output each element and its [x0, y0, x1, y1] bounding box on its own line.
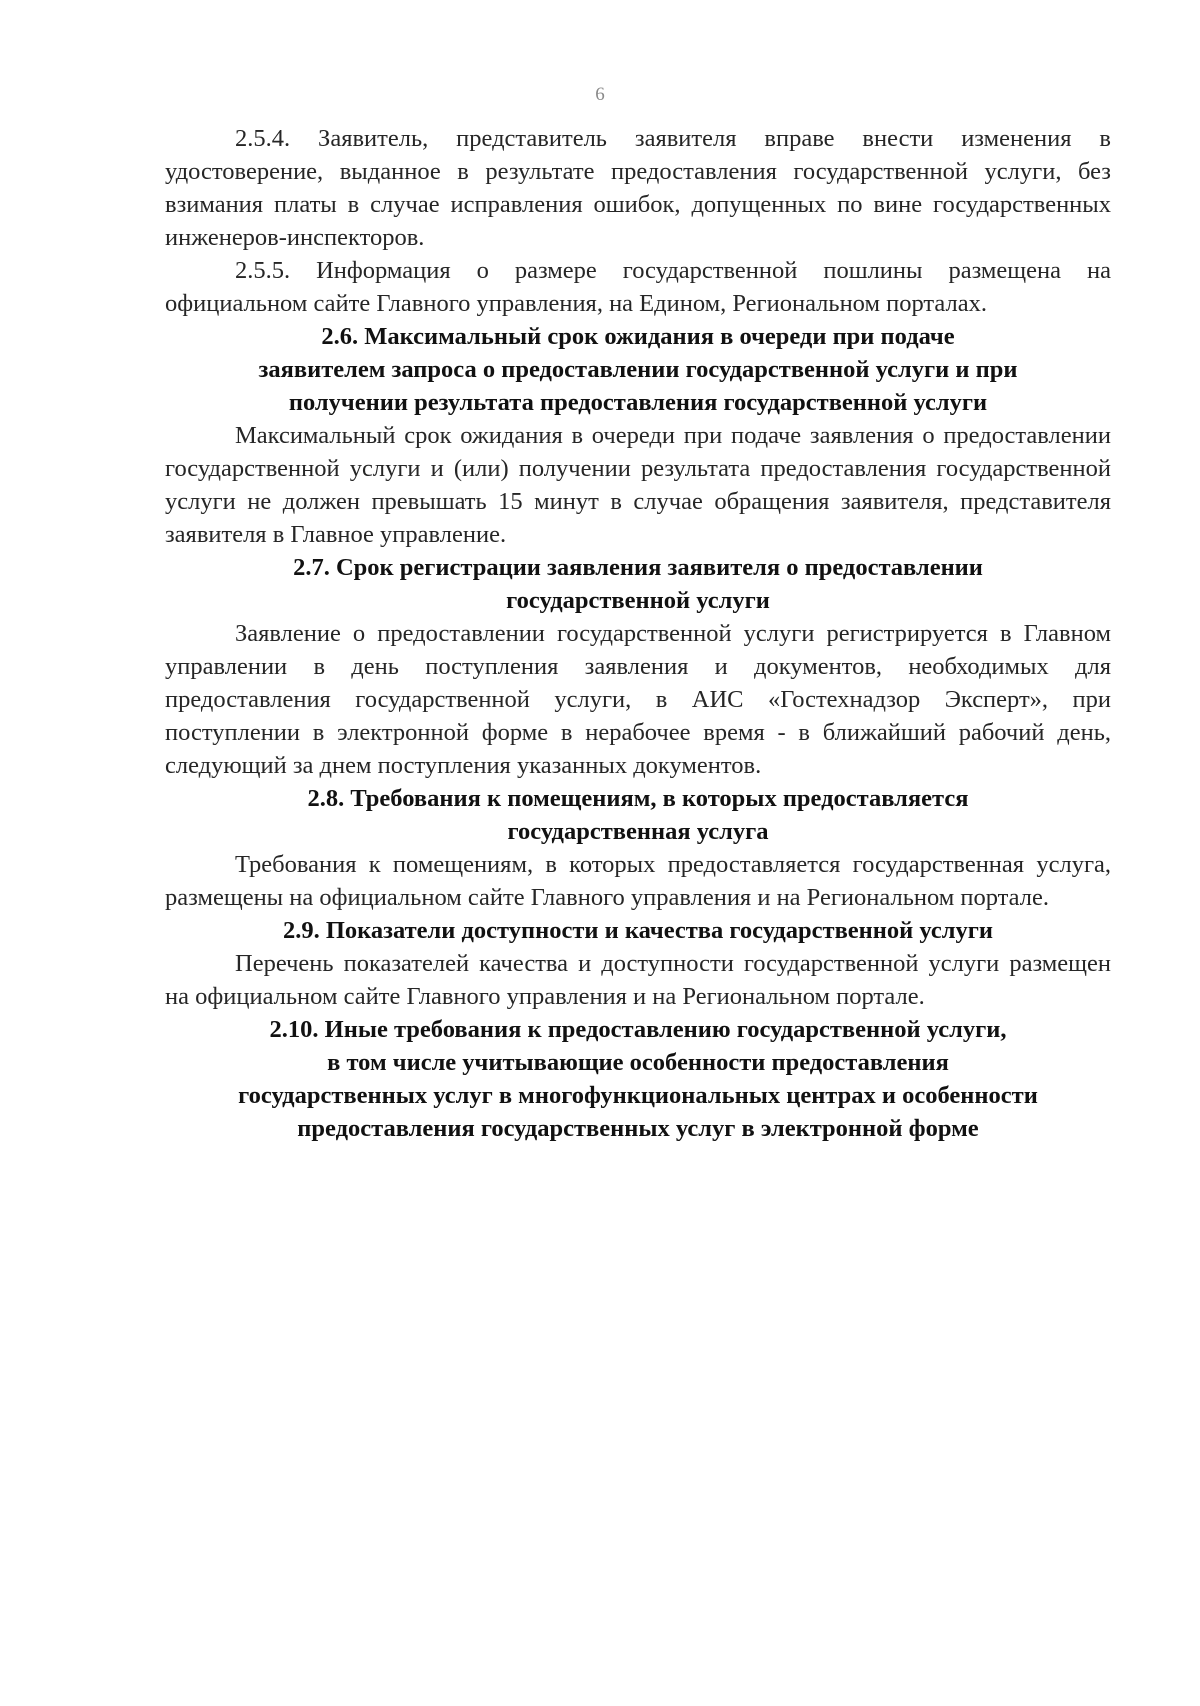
paragraph-2-6: Максимальный срок ожидания в очереди при подаче заявления о предоставлении государственной услуги и (или) получении результата предоставления государственной услуги не должен превышать 15 минут в случае обращения заявителя, представителя заявителя в Главное управление. [165, 422, 1111, 548]
heading-2-8-line-1: 2.8. Требования к помещениям, в которых предоставляется [307, 785, 969, 812]
heading-2-10-line-1: 2.10. Иные требования к предоставлению государственной услуги, [269, 1016, 1007, 1043]
heading-2-9-line-1: 2.9. Показатели доступности и качества государственной услуги [282, 917, 994, 944]
paragraph-2-9: Перечень показателей качества и доступности государственной услуги размещен на официальном сайте Главного управления и на Региональном портале. [165, 950, 1111, 1010]
heading-2-10-line-2: в том числе учитывающие особенности предоставления [327, 1049, 949, 1076]
heading-2-8-line-2: государственная услуга [507, 818, 769, 845]
paragraph-2-8: Требования к помещениям, в которых предоставляется государственная услуга, размещены на официальном сайте Главного управления и на Региональном портале. [165, 851, 1111, 911]
heading-2-7-line-1: 2.7. Срок регистрации заявления заявителя о предоставлении [293, 554, 983, 581]
heading-2-10 [165, 1013, 1111, 1145]
heading-2-6 [165, 320, 1111, 419]
heading-2-10-line-4: предоставления государственных услуг в электронной форме [297, 1115, 979, 1142]
heading-2-7-line-2: государственной услуги [506, 587, 770, 614]
heading-2-6-line-2: заявителем запроса о предоставлении государственной услуги и при [258, 356, 1018, 383]
heading-2-10-line-3: государственных услуг в многофункциональных центрах и особенности [238, 1082, 1038, 1109]
heading-2-8 [165, 782, 1111, 848]
paragraph-2-7: Заявление о предоставлении государственной услуги регистрируется в Главном управлении в день поступления заявления и документов, необходимых для предоставления государственной услуги, в АИС «Гостехнадзор Эксперт», при поступлении в электронной форме в нерабочее время - в ближайший рабочий день, следующий за днем поступления указанных документов. [165, 620, 1111, 779]
page-number: 6 [595, 84, 605, 105]
page-content [165, 122, 1111, 1145]
heading-2-9 [165, 914, 1111, 947]
heading-2-7 [165, 551, 1111, 617]
heading-2-6-line-1: 2.6. Максимальный срок ожидания в очереди при подаче [321, 323, 955, 350]
paragraph-2-5-4: 2.5.4. Заявитель, представитель заявителя вправе внести изменения в удостоверение, выданное в результате предоставления государственной услуги, без взимания платы в случае исправления ошибок, допущенных по вине государственных инженеров-инспекторов. [165, 125, 1111, 251]
paragraph-2-5-5: 2.5.5. Информация о размере государственной пошлины размещена на официальном сайте Главного управления, на Едином, Региональном порталах. [165, 257, 1111, 317]
heading-2-6-line-3: получении результата предоставления государственной услуги [288, 389, 988, 416]
